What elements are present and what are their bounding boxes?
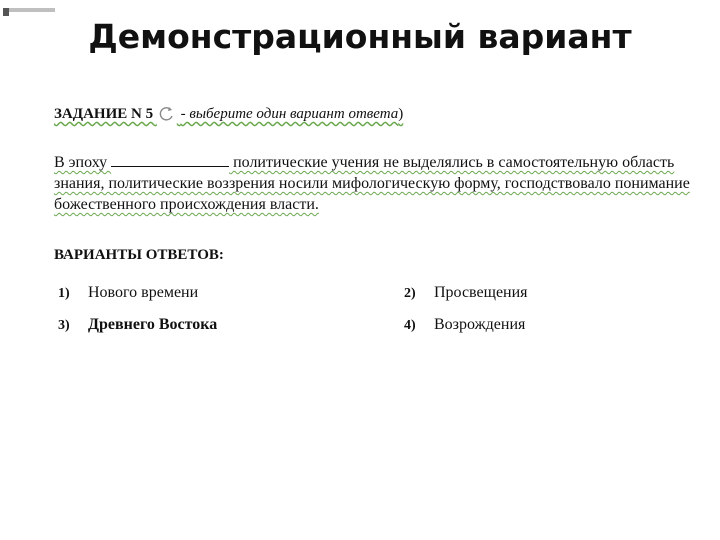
answer-option-4[interactable]: [404, 314, 525, 337]
answer-option-label: Древнего Востока: [88, 316, 218, 333]
answer-option-3[interactable]: [58, 314, 217, 337]
task-header: [54, 104, 694, 124]
page-title: Демонстрационный вариант: [88, 17, 632, 56]
answer-option-number: 4): [404, 318, 416, 333]
question-text: [54, 152, 694, 215]
task-hint-suffix: ): [398, 106, 404, 122]
answer-option-number: 1): [58, 286, 70, 301]
answer-option-2[interactable]: [404, 282, 528, 305]
task-hint: - выберите один вариант ответа: [180, 106, 399, 122]
refresh-icon: [157, 104, 177, 124]
document-body: [54, 104, 694, 333]
answer-blank: [111, 153, 229, 167]
question-after-blank: политические учения не выделялись в самостоятельную область знания, политические воззрения носили мифологическую форму, господствовало понимание божественного происхождения власти.: [54, 154, 690, 213]
answer-option-1[interactable]: [58, 282, 198, 305]
answer-option-number: 2): [404, 286, 416, 301]
answer-option-label: Возрождения: [434, 316, 526, 333]
answer-option-label: Просвещения: [434, 284, 528, 301]
answers-heading: ВАРИАНТЫ ОТВЕТОВ:: [54, 247, 224, 263]
answer-options: [54, 282, 694, 346]
answer-option-number: 3): [58, 318, 70, 333]
answer-option-label: Нового времени: [88, 284, 199, 301]
task-number: ЗАДАНИЕ N 5: [54, 106, 154, 122]
question-before-blank: В эпоху: [54, 154, 112, 171]
